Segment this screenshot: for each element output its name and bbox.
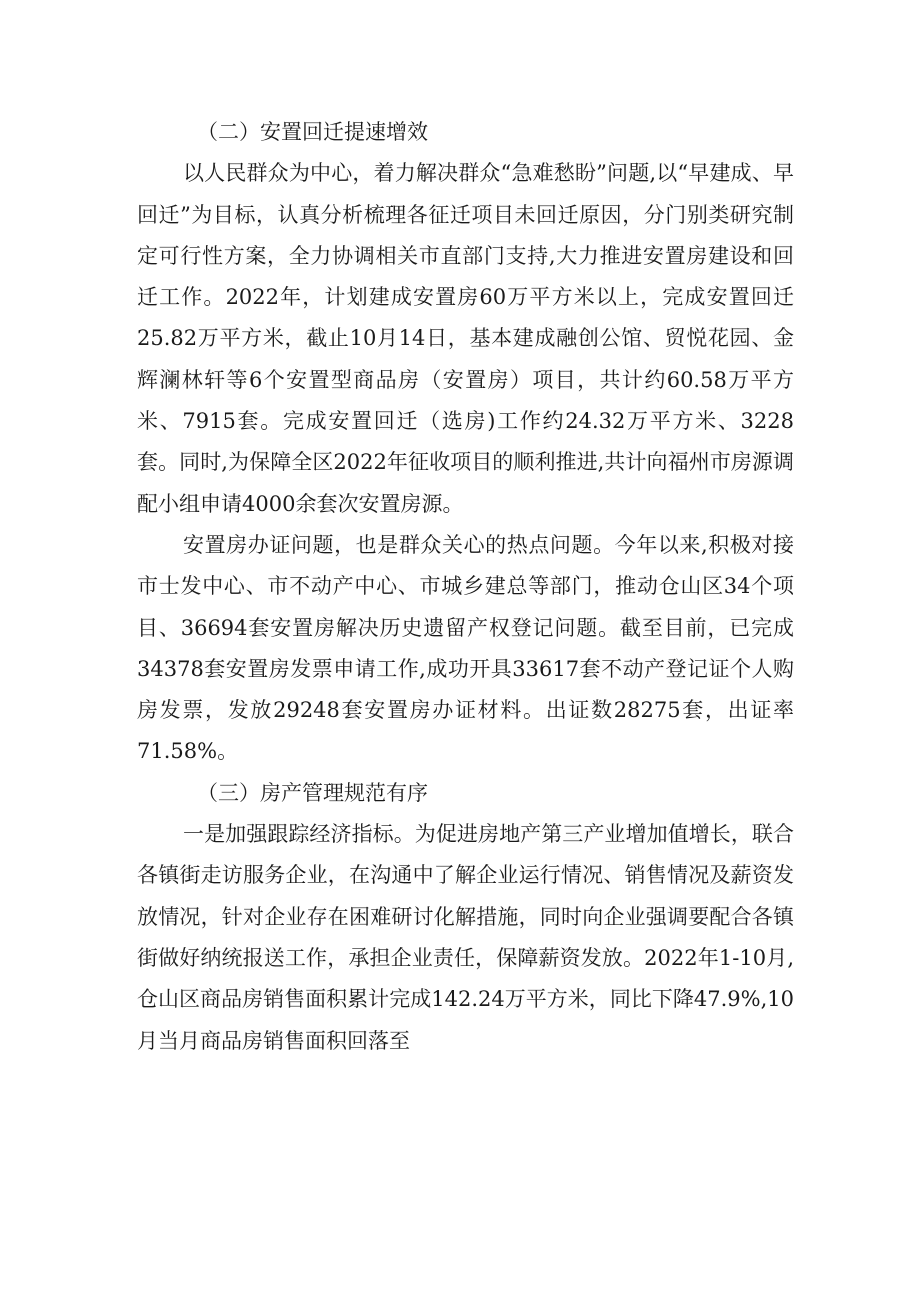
paragraph-economic-indicators: 一是加强跟踪经济指标。为促进房地产第三产业增加值增长，联合各镇街走访服务企业，在沟通中了解企业运行情况、销售情况及薪资发放情况，针对企业存在困难研讨化解措施，同时向企业强调要配合各镇街做好纳统报送工作，承担企业责任，保障薪资发放。2022年1-10月,仓山区商品房销售面积累计完成142.24万平方米，同比下降47.9%,10月当月商品房销售面积回落至 (137, 822, 794, 1053)
paragraph-resettlement: 以人民群众为中心，着力解决群众“急难愁盼”问题,以“早建成、早回迁”为目标，认真分析梳理各征迁项目未回迁原因，分门别类研究制定可行性方案，全力协调相关市直部门支持,大力推进安置房建设和回迁工作。2022年，计划建成安置房60万平方米以上，完成安置回迁25.82万平方米，截止10月14日，基本建成融创公馆、贸悦花园、金辉澜林轩等6个安置型商品房（安置房）项目，共计约60.58万平方米、7915套。完成安置回迁（选房)工作约24.32万平方米、3228套。同时,为保障全区2022年征收项目的顺利推进,共计向福州市房源调配小组申请4000余套次安置房源。 (137, 161, 794, 516)
section-heading-3: （三）房产管理规范有序 (197, 780, 428, 805)
paragraph-certificates: 安置房办证问题，也是群众关心的热点问题。今年以来,积极对接市士发中心、市不动产中心、市城乡建总等部门，推动仓山区34个项目、36694套安置房解决历史遗留产权登记问题。截至目前，已完成34378套安置房发票申请工作,成功开具33617套不动产登记证个人购房发票，发放29248套安置房办证材料。出证数28275套，出证率71.58%。 (137, 532, 794, 764)
section-heading-2: （二）安置回迁提速增效 (197, 120, 428, 144)
document-body (137, 112, 794, 1062)
